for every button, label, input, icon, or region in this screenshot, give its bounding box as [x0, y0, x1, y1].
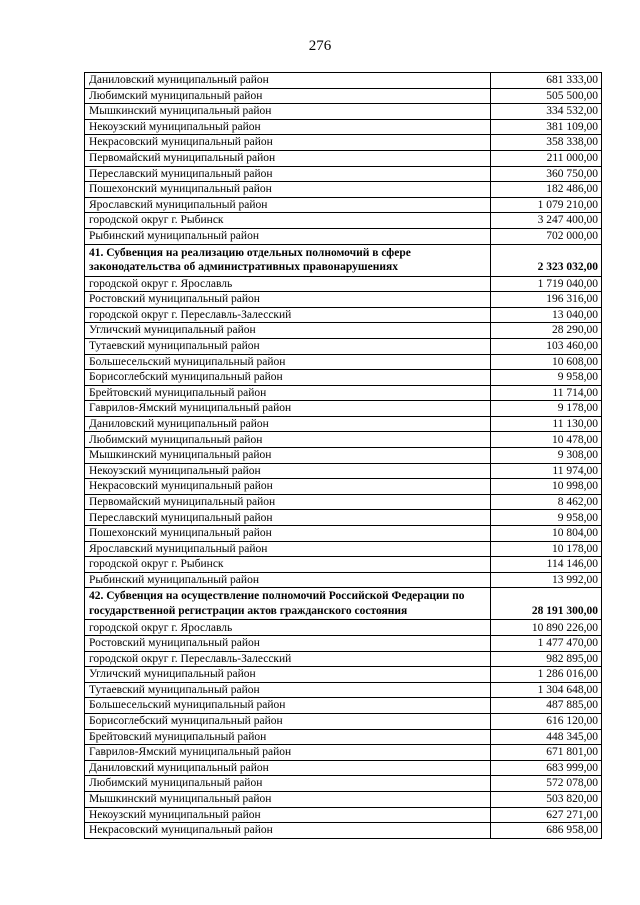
recipient-name: городской округ г. Переславль-Залесский	[85, 307, 491, 323]
recipient-name: Брейтовский муниципальный район	[85, 729, 491, 745]
table-row	[85, 197, 602, 213]
table-row	[85, 510, 602, 526]
table-row	[85, 698, 602, 714]
table-row	[85, 791, 602, 807]
table-row	[85, 729, 602, 745]
table-row	[85, 807, 602, 823]
table-row	[85, 760, 602, 776]
amount-cell: 3 247 400,00	[491, 213, 602, 229]
table-row	[85, 479, 602, 495]
amount-cell: 10 804,00	[491, 526, 602, 542]
table-row	[85, 166, 602, 182]
recipient-name: Пошехонский муниципальный район	[85, 526, 491, 542]
recipient-name: Брейтовский муниципальный район	[85, 385, 491, 401]
amount-cell: 13 040,00	[491, 307, 602, 323]
amount-cell: 686 958,00	[491, 823, 602, 839]
recipient-name: Тутаевский муниципальный район	[85, 338, 491, 354]
amount-cell: 13 992,00	[491, 572, 602, 588]
recipient-name: Угличский муниципальный район	[85, 667, 491, 683]
table-row	[85, 620, 602, 636]
amount-cell: 1 719 040,00	[491, 276, 602, 292]
amount-cell: 10 890 226,00	[491, 620, 602, 636]
recipient-name: Ростовский муниципальный район	[85, 636, 491, 652]
amount-cell: 487 885,00	[491, 698, 602, 714]
recipient-name: Переславский муниципальный район	[85, 166, 491, 182]
section-total: 2 323 032,00	[491, 244, 602, 276]
recipient-name: Некрасовский муниципальный район	[85, 135, 491, 151]
amount-cell: 9 308,00	[491, 448, 602, 464]
amount-cell: 11 130,00	[491, 416, 602, 432]
recipient-name: Рыбинский муниципальный район	[85, 572, 491, 588]
amount-cell: 448 345,00	[491, 729, 602, 745]
amount-cell: 1 477 470,00	[491, 636, 602, 652]
recipient-name: Гаврилов-Ямский муниципальный район	[85, 745, 491, 761]
amount-cell: 9 958,00	[491, 370, 602, 386]
table-row	[85, 88, 602, 104]
amount-cell: 9 958,00	[491, 510, 602, 526]
amount-cell: 211 000,00	[491, 150, 602, 166]
table-row	[85, 572, 602, 588]
recipient-name: Большесельский муниципальный район	[85, 698, 491, 714]
section-total: 28 191 300,00	[491, 588, 602, 620]
recipient-name: Мышкинский муниципальный район	[85, 791, 491, 807]
amount-cell: 28 290,00	[491, 323, 602, 339]
table-row	[85, 385, 602, 401]
page-number: 276	[308, 38, 332, 54]
recipient-name: Гаврилов-Ямский муниципальный район	[85, 401, 491, 417]
amount-cell: 9 178,00	[491, 401, 602, 417]
amount-cell: 505 500,00	[491, 88, 602, 104]
table-row	[85, 667, 602, 683]
recipient-name: Переславский муниципальный район	[85, 510, 491, 526]
recipient-name: Первомайский муниципальный район	[85, 494, 491, 510]
recipient-name: Любимский муниципальный район	[85, 776, 491, 792]
amount-cell: 1 079 210,00	[491, 197, 602, 213]
amount-cell: 1 304 648,00	[491, 682, 602, 698]
recipient-name: Некоузский муниципальный район	[85, 807, 491, 823]
budget-table-body	[85, 73, 602, 839]
table-row	[85, 682, 602, 698]
table-row	[85, 150, 602, 166]
amount-cell: 10 178,00	[491, 541, 602, 557]
table-row	[85, 432, 602, 448]
amount-cell: 10 478,00	[491, 432, 602, 448]
recipient-name: Любимский муниципальный район	[85, 88, 491, 104]
table-row	[85, 713, 602, 729]
recipient-name: городской округ г. Ярославль	[85, 276, 491, 292]
recipient-name: Ярославский муниципальный район	[85, 197, 491, 213]
amount-cell: 360 750,00	[491, 166, 602, 182]
recipient-name: городской округ г. Переславль-Залесский	[85, 651, 491, 667]
recipient-name: Мышкинский муниципальный район	[85, 104, 491, 120]
recipient-name: Некрасовский муниципальный район	[85, 823, 491, 839]
budget-table	[84, 72, 602, 839]
table-row	[85, 276, 602, 292]
recipient-name: Пошехонский муниципальный район	[85, 182, 491, 198]
table-row	[85, 541, 602, 557]
table-row	[85, 292, 602, 308]
recipient-name: Некрасовский муниципальный район	[85, 479, 491, 495]
amount-cell: 334 532,00	[491, 104, 602, 120]
amount-cell: 1 286 016,00	[491, 667, 602, 683]
recipient-name: городской округ г. Рыбинск	[85, 557, 491, 573]
amount-cell: 381 109,00	[491, 119, 602, 135]
table-row	[85, 416, 602, 432]
recipient-name: Борисоглебский муниципальный район	[85, 370, 491, 386]
table-row	[85, 636, 602, 652]
amount-cell: 503 820,00	[491, 791, 602, 807]
section-title: 42. Субвенция на осуществление полномочий Российской Федерации по государственной регистрации актов гражданского состояния	[85, 588, 491, 620]
recipient-name: Некоузский муниципальный район	[85, 119, 491, 135]
amount-cell: 681 333,00	[491, 73, 602, 89]
amount-cell: 358 338,00	[491, 135, 602, 151]
table-row	[85, 182, 602, 198]
table-row	[85, 370, 602, 386]
recipient-name: Ярославский муниципальный район	[85, 541, 491, 557]
table-row	[85, 463, 602, 479]
amount-cell: 616 120,00	[491, 713, 602, 729]
recipient-name: Большесельский муниципальный район	[85, 354, 491, 370]
section-header-row	[85, 588, 602, 620]
table-row	[85, 135, 602, 151]
recipient-name: Любимский муниципальный район	[85, 432, 491, 448]
table-row	[85, 745, 602, 761]
table-row	[85, 213, 602, 229]
recipient-name: Ростовский муниципальный район	[85, 292, 491, 308]
amount-cell: 982 895,00	[491, 651, 602, 667]
recipient-name: Даниловский муниципальный район	[85, 73, 491, 89]
amount-cell: 683 999,00	[491, 760, 602, 776]
amount-cell: 11 714,00	[491, 385, 602, 401]
recipient-name: Тутаевский муниципальный район	[85, 682, 491, 698]
table-row	[85, 557, 602, 573]
amount-cell: 702 000,00	[491, 228, 602, 244]
amount-cell: 196 316,00	[491, 292, 602, 308]
table-row	[85, 448, 602, 464]
table-row	[85, 354, 602, 370]
recipient-name: городской округ г. Рыбинск	[85, 213, 491, 229]
table-row	[85, 228, 602, 244]
recipient-name: городской округ г. Ярославль	[85, 620, 491, 636]
recipient-name: Мышкинский муниципальный район	[85, 448, 491, 464]
amount-cell: 114 146,00	[491, 557, 602, 573]
table-row	[85, 73, 602, 89]
recipient-name: Борисоглебский муниципальный район	[85, 713, 491, 729]
amount-cell: 10 608,00	[491, 354, 602, 370]
recipient-name: Некоузский муниципальный район	[85, 463, 491, 479]
amount-cell: 182 486,00	[491, 182, 602, 198]
table-row	[85, 526, 602, 542]
table-row	[85, 651, 602, 667]
table-row	[85, 776, 602, 792]
recipient-name: Даниловский муниципальный район	[85, 760, 491, 776]
amount-cell: 671 801,00	[491, 745, 602, 761]
section-header-row	[85, 244, 602, 276]
table-row	[85, 307, 602, 323]
table-row	[85, 323, 602, 339]
table-row	[85, 104, 602, 120]
amount-cell: 11 974,00	[491, 463, 602, 479]
amount-cell: 572 078,00	[491, 776, 602, 792]
table-row	[85, 494, 602, 510]
table-row	[85, 338, 602, 354]
amount-cell: 103 460,00	[491, 338, 602, 354]
recipient-name: Даниловский муниципальный район	[85, 416, 491, 432]
table-row	[85, 119, 602, 135]
recipient-name: Угличский муниципальный район	[85, 323, 491, 339]
recipient-name: Первомайский муниципальный район	[85, 150, 491, 166]
amount-cell: 8 462,00	[491, 494, 602, 510]
table-row	[85, 823, 602, 839]
amount-cell: 627 271,00	[491, 807, 602, 823]
section-title: 41. Субвенция на реализацию отдельных полномочий в сфере законодательства об административных правонарушениях	[85, 244, 491, 276]
recipient-name: Рыбинский муниципальный район	[85, 228, 491, 244]
table-row	[85, 401, 602, 417]
amount-cell: 10 998,00	[491, 479, 602, 495]
